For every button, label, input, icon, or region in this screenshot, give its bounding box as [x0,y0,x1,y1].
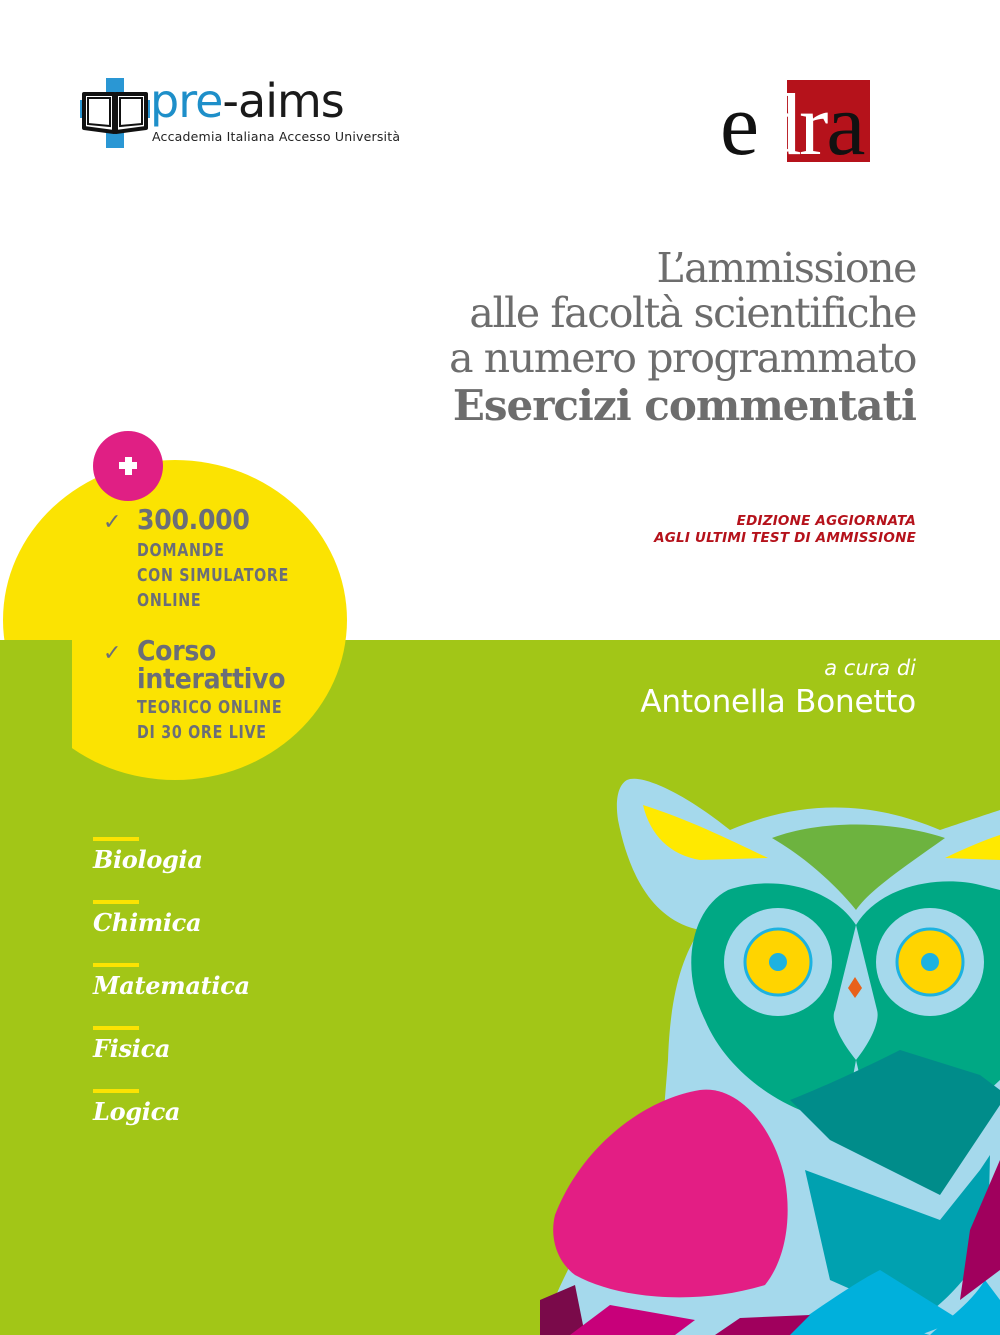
subject-label: Chimica [93,908,202,937]
green-notch [0,640,72,800]
owl-pupil-left [769,953,787,971]
editor-prefix: a cura di [824,656,916,680]
preaims-wordmark: pre-aims [150,74,344,128]
edra-logo [720,77,920,174]
owl-illustration [500,760,1000,1335]
book-cross-icon [80,78,150,148]
promo-detail: TEORICO ONLINE [137,697,283,718]
owl-pupil-right [921,953,939,971]
subject-label: Biologia [93,845,203,874]
promo-detail: DI 30 ORE LIVE [137,722,267,743]
promo-detail: CON SIMULATORE [137,565,290,586]
edition-note [654,513,916,547]
yellow-bar [93,1026,139,1030]
promo-detail: DOMANDE [137,540,225,561]
edition-line-1: EDIZIONE AGGIORNATA [736,513,916,529]
title-line-2: alle facoltà scientifiche [469,289,916,337]
book-subtitle: Esercizi commentati [452,381,916,430]
title-line-3: a numero programmato [449,334,916,382]
subject-label: Matematica [93,971,250,1000]
yellow-bar [93,1089,139,1093]
title-line-1: L’ammissione [656,244,916,292]
author-block [640,654,916,722]
promo-headline: 300.000 [137,503,250,536]
preaims-tagline: Accademia Italiana Accesso Università [152,129,401,144]
check-icon: ✓ [103,510,122,535]
plus-badge [93,431,163,501]
plus-icon-vertical [125,457,132,475]
book-title [449,246,916,431]
owl-wing-left [553,1090,787,1298]
promo-headline: Corso [137,634,217,667]
check-icon: ✓ [103,641,122,666]
edra-wordmark: edra [720,77,864,174]
promo-detail: ONLINE [137,590,202,611]
author-name: Antonella Bonetto [640,684,916,720]
subject-label: Logica [93,1097,181,1126]
edition-line-2: AGLI ULTIMI TEST DI AMMISSIONE [654,530,916,546]
preaims-logo [80,74,410,152]
subject-label: Fisica [93,1034,171,1063]
yellow-bar [93,963,139,967]
yellow-bar [93,837,139,841]
yellow-bar [93,900,139,904]
promo-headline: interattivo [137,662,286,695]
